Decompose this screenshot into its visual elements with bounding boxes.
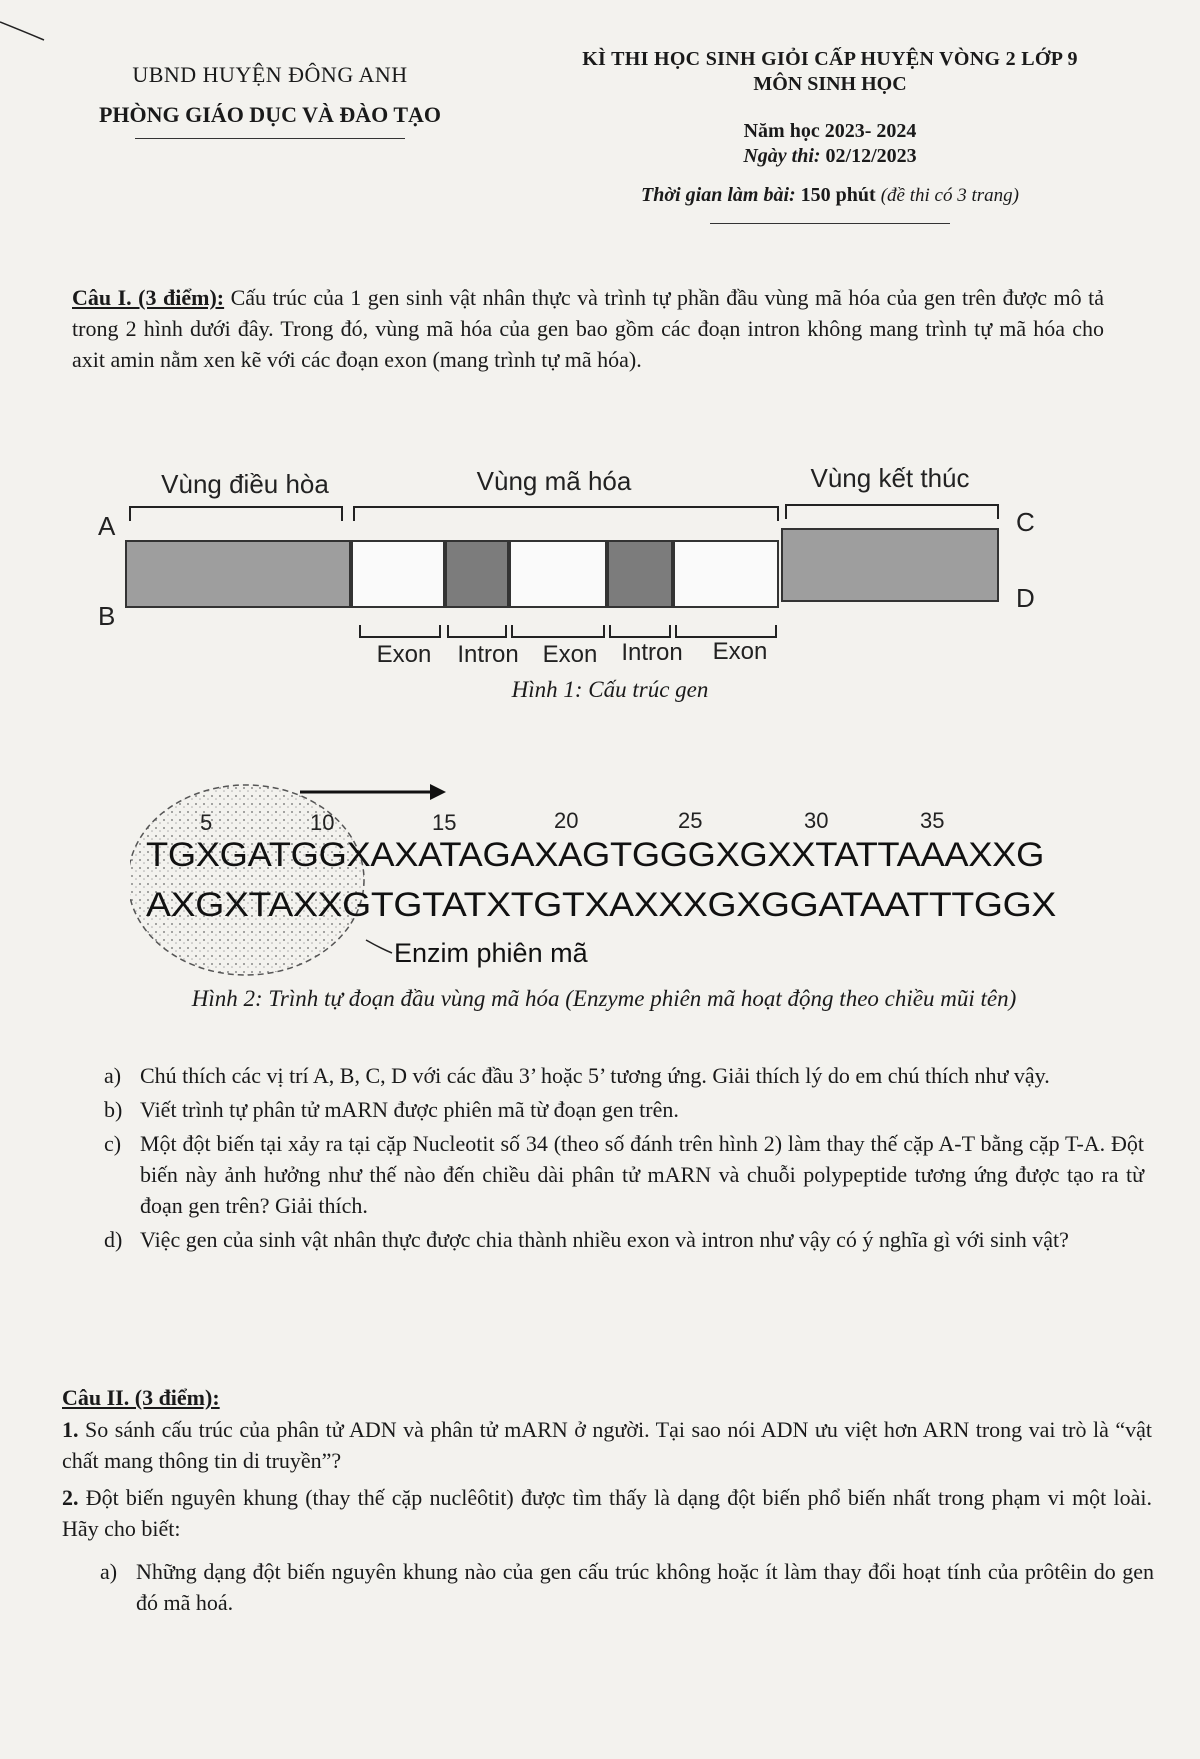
exon-block-1 [352,541,444,607]
gene-structure-figure [80,455,1040,715]
department-name: PHÒNG GIÁO DỤC VÀ ĐÀO TẠO [98,102,442,127]
region-coding-label: Vùng mã hóa [476,466,632,496]
q1-item-text: Viết trình tự phân tử mARN được phiên mã từ đoạn gen trên. [140,1097,679,1122]
region-termination-label: Vùng kết thúc [810,463,970,493]
q1-item-a [104,1060,1144,1091]
intron-block-1 [446,541,508,607]
label-d: D [1016,583,1035,613]
q2-item-label: a) [100,1559,118,1584]
q2-part2 [62,1482,1152,1544]
segment-label-5: Exon [712,638,768,665]
figure2-caption: Hình 2: Trình tự đoạn đầu vùng mã hóa (Enzyme phiên mã hoạt động theo chiều mũi tên) [191,986,1017,1011]
intron-bracket-2 [610,625,670,637]
q1-title: Câu I. (3 điểm): [72,285,225,310]
q2-part1-number: 1. [62,1417,79,1442]
strand-bottom: AXGXTAXXGTGTATXTGTXAXXXGXGGATAATTTGGX [146,886,1056,924]
q1-intro [72,282,1104,375]
exon-bracket-2 [512,625,604,637]
header-left [60,62,480,139]
exon-block-2 [510,541,606,607]
q1-item-label: b) [104,1097,123,1122]
q2-title-block [62,1382,1152,1413]
time-value: 150 phút [800,184,876,206]
position-30: 30 [804,808,829,833]
regulatory-block [126,541,350,607]
q2-part2-text: Đột biến nguyên khung (thay thế cặp nuclêôtit) được tìm thấy là dạng đột biến phổ biến nhất trong phạm vi một loài. Hãy cho biết: [62,1485,1152,1541]
q1-item-label: d) [104,1227,123,1252]
q2-item-a [100,1556,1154,1618]
q1-item-text: Một đột biến tại xảy ra tại cặp Nucleotit số 34 (theo số đánh trên hình 2) làm thay thế cặp A-T bằng cặp T-A. Đột biến này ảnh hưởng như thế nào đến chiều dài phân tử mARN và chuỗi polypeptide tương ứng được tạo ra từ đoạn gen trên? Giải thích. [140,1131,1144,1218]
exon-bracket-1 [360,625,440,637]
strand-top: TGXGATGGXAXATAGAXAGTGGGXGXXTATTAAAXXG [146,836,1044,874]
exam-title: KÌ THI HỌC SINH GIỎI CẤP HUYỆN VÒNG 2 LỚP 9 [582,48,1078,70]
q1-items [104,1060,1144,1258]
q1-item-d [104,1224,1144,1255]
exam-date-label: Ngày thi: [743,145,821,167]
enzyme-pointer [366,940,392,953]
q1-item-c [104,1128,1144,1221]
exam-duration [500,184,1160,207]
segment-label-4: Intron [621,639,683,666]
position-5: 5 [200,810,213,835]
q2-items [100,1556,1154,1621]
q1-item-label: c) [104,1131,122,1156]
position-35: 35 [920,808,945,833]
enzyme-label: Enzim phiên mã [394,938,588,968]
segment-label-3: Exon [542,641,598,668]
label-c: C [1016,507,1035,537]
header-right [500,48,1160,224]
coding-bracket [354,507,778,521]
intron-block-2 [608,541,672,607]
q1-intro-text: Cấu trúc của 1 gen sinh vật nhân thực và trình tự phần đầu vùng mã hóa của gen trên được mô tả trong 2 hình dưới đây. Trong đó, vùng mã hóa của gen bao gồm các đoạn intron không mang trình tự mã hóa cho axit amin nằm xen kẽ với các đoạn exon (mang trình tự mã hóa). [72,285,1104,372]
exon-block-3 [674,541,778,607]
q1-item-label: a) [104,1063,122,1088]
q2-part1 [62,1414,1152,1476]
subject-title: MÔN SINH HỌC [753,73,907,95]
termination-block [782,529,998,601]
figure1-caption: Hình 1: Cấu trúc gen [511,677,709,702]
school-year: Năm học 2023- 2024 [743,120,917,142]
label-b: B [98,601,116,631]
q2-part2-number: 2. [62,1485,79,1510]
region-regulatory-label: Vùng điều hòa [161,469,329,499]
segment-label-2: Intron [457,641,519,668]
segment-label-1: Exon [376,641,432,668]
intron-bracket-1 [448,625,506,637]
exam-date-value: 02/12/2023 [825,145,917,167]
time-label: Thời gian làm bài: [641,184,796,206]
pen-mark-icon [0,0,60,60]
position-10: 10 [310,810,335,835]
q1-item-text: Việc gen của sinh vật nhân thực được chia thành nhiều exon và intron như vậy có ý nghĩa gì với sinh vật? [140,1227,1069,1252]
sequence-figure [130,770,1090,980]
regulatory-bracket [130,507,342,521]
exam-date [500,145,1160,168]
header-left-rule [135,138,405,139]
header-right-rule [710,223,950,224]
q1-item-b [104,1094,1144,1125]
q1-item-text: Chú thích các vị trí A, B, C, D với các đầu 3’ hoặc 5’ tương ứng. Giải thích lý do em chú thích như vậy. [140,1063,1050,1088]
termination-bracket [786,505,998,519]
q2-item-text: Những dạng đột biến nguyên khung nào của gen cấu trúc không hoặc ít làm thay đổi hoạt tính của prôtêin do gen đó mã hoá. [136,1559,1154,1615]
position-15: 15 [432,810,457,835]
direction-arrowhead-icon [430,784,446,800]
label-a: A [98,511,116,541]
q2-part1-text: So sánh cấu trúc của phân tử ADN và phân tử mARN ở người. Tại sao nói ADN ưu việt hơn ARN trong vai trò là “vật chất mang thông tin di truyền”? [62,1417,1153,1473]
exon-bracket-3 [676,625,776,637]
pages-note: (đề thi có 3 trang) [880,185,1019,206]
district-name: UBND HUYỆN ĐÔNG ANH [132,62,408,87]
position-25: 25 [678,808,703,833]
q2-title: Câu II. (3 điểm): [62,1385,220,1410]
position-20: 20 [554,808,579,833]
